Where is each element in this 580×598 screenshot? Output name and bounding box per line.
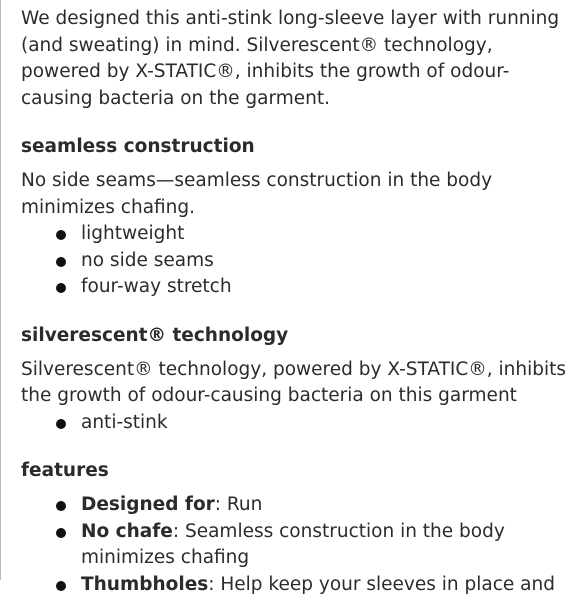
left-divider xyxy=(0,0,1,580)
seamless-list xyxy=(21,221,573,301)
feature-text: : Help keep your sleeves in place and xyxy=(208,574,555,595)
seamless-paragraph: No side seams—seamless construction in the body minimizes chafing. xyxy=(21,168,573,221)
intro-paragraph: We designed this anti-stink long-sleeve layer with running (and sweating) in mind. Silverescent® technology, powered by X-STATIC®, inhibits the growth of odour-causing bacteria on the garment. xyxy=(21,6,573,112)
section-silverescent xyxy=(21,323,573,437)
section-features xyxy=(21,458,573,598)
feature-text: : Run xyxy=(215,494,263,515)
features-list xyxy=(21,492,573,598)
feature-label: Designed for xyxy=(81,494,215,515)
list-item: four-way stretch xyxy=(81,274,573,301)
section-seamless xyxy=(21,134,573,301)
feature-item xyxy=(81,572,573,598)
feature-label: Thumbholes xyxy=(81,574,208,595)
silverescent-paragraph: Silverescent® technology, powered by X-STATIC®, inhibits the growth of odour-causing bacteria on this garment xyxy=(21,357,573,410)
feature-label: No chafe xyxy=(81,521,173,542)
section-title-features: features xyxy=(21,458,573,484)
section-title-seamless: seamless construction xyxy=(21,134,573,160)
product-description xyxy=(21,6,573,598)
feature-item xyxy=(81,519,573,572)
feature-item xyxy=(81,492,573,519)
list-item: no side seams xyxy=(81,248,573,275)
feature-text: : Seamless construction in the body minimizes chafing xyxy=(81,521,505,569)
list-item: lightweight xyxy=(81,221,573,248)
section-title-silverescent: silverescent® technology xyxy=(21,323,573,349)
silverescent-list xyxy=(21,410,573,437)
list-item: anti-stink xyxy=(81,410,573,437)
